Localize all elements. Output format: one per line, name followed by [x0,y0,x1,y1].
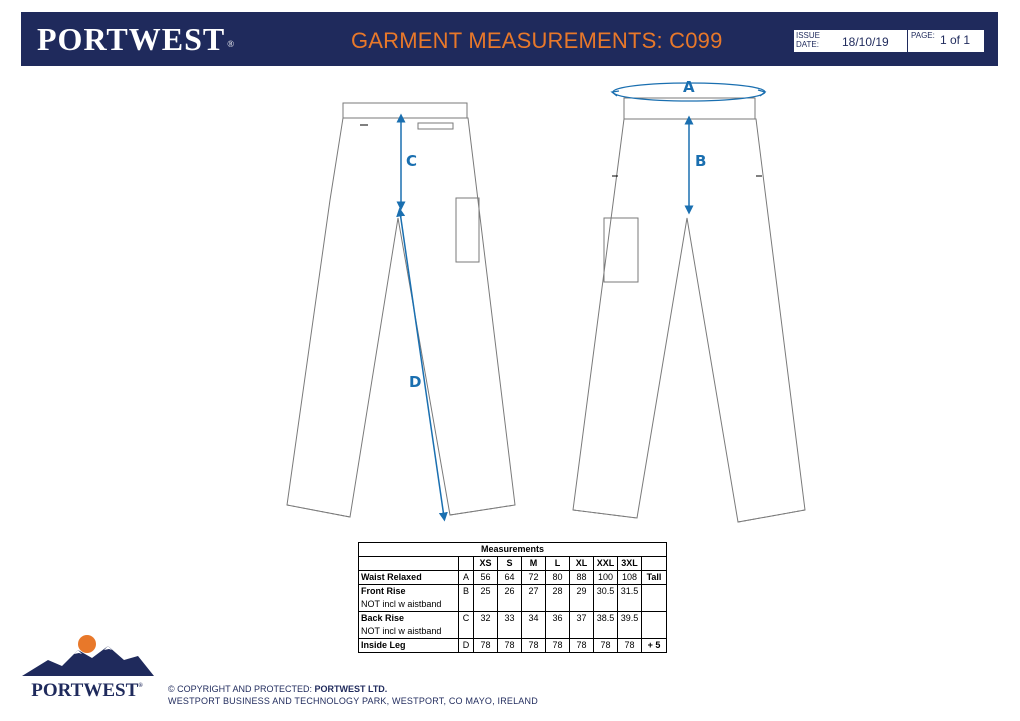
row-value: 26 [498,585,522,612]
row-extra [642,612,667,639]
front-waistband [343,103,467,118]
row-extra: Tall [642,571,667,585]
header-blank-extra [642,557,667,571]
row-value: 78 [474,639,498,653]
row-value: 64 [498,571,522,585]
row-value: 80 [546,571,570,585]
footer-address: WESTPORT BUSINESS AND TECHNOLOGY PARK, WESTPORT, CO MAYO, IRELAND [168,696,538,706]
row-value: 78 [546,639,570,653]
row-value: 25 [474,585,498,612]
table-row [359,585,667,599]
row-code: C [459,612,474,639]
row-value: 88 [570,571,594,585]
row-note: NOT incl w aistband [359,625,459,639]
row-value: 100 [594,571,618,585]
dimension-d-line [400,212,444,517]
row-extra [642,585,667,612]
header-bar [21,12,998,66]
table-row [359,571,667,585]
table-row [359,612,667,626]
row-label: Waist Relaxed [359,571,459,585]
row-value: 78 [522,639,546,653]
row-value: 36 [546,612,570,639]
footer-logo [20,630,155,700]
row-value: 78 [570,639,594,653]
back-cargo-pocket [604,218,638,282]
row-value: 32 [474,612,498,639]
row-value: 34 [522,612,546,639]
size-header: XXL [594,557,618,571]
footer-brand: PORTWEST® [31,680,143,700]
row-value: 31.5 [618,585,642,612]
row-value: 38.5 [594,612,618,639]
dimension-d-label: D [409,373,422,391]
table-title-row [359,543,667,557]
size-header: S [498,557,522,571]
row-label: Front Rise [359,585,459,599]
row-value: 37 [570,612,594,639]
row-value: 28 [546,585,570,612]
size-header: M [522,557,546,571]
sun-icon [78,635,96,653]
row-extra: + 5 [642,639,667,653]
table-title: Measurements [359,543,667,557]
front-pocket-flap [418,123,453,129]
row-note: NOT incl w aistband [359,598,459,612]
dimension-b-label: B [695,152,707,170]
issue-date-label: ISSUE DATE: [796,31,821,49]
measurements-table [358,542,667,653]
issue-date-value: 18/10/19 [842,35,889,49]
document-title: GARMENT MEASUREMENTS: C099 [351,28,723,53]
garment-drawing [0,66,1020,536]
brand-logo: PORTWEST ® [37,21,236,57]
row-value: 78 [594,639,618,653]
row-value: 29 [570,585,594,612]
footer-copyright: © COPYRIGHT AND PROTECTED: PORTWEST LTD. [168,684,388,694]
row-label: Inside Leg [359,639,459,653]
row-label: Back Rise [359,612,459,626]
header-blank-code [459,557,474,571]
size-header: L [546,557,570,571]
row-code: D [459,639,474,653]
row-value: 108 [618,571,642,585]
row-code: B [459,585,474,612]
row-value: 30.5 [594,585,618,612]
row-value: 39.5 [618,612,642,639]
size-header: XS [474,557,498,571]
size-header: 3XL [618,557,642,571]
row-value: 72 [522,571,546,585]
row-value: 78 [618,639,642,653]
size-header: XL [570,557,594,571]
row-value: 33 [498,612,522,639]
header-blank [359,557,459,571]
row-value: 78 [498,639,522,653]
page-number-box [907,29,985,53]
row-code: A [459,571,474,585]
table-row [359,639,667,653]
dimension-lines [400,83,765,517]
row-value: 56 [474,571,498,585]
row-value: 27 [522,585,546,612]
page-value: 1 of 1 [940,33,971,47]
page-label: PAGE: [911,31,935,40]
table-header-row [359,557,667,571]
front-cargo-pocket [456,198,479,262]
dimension-c-label: C [406,152,418,170]
dimension-a-label: A [683,78,695,96]
